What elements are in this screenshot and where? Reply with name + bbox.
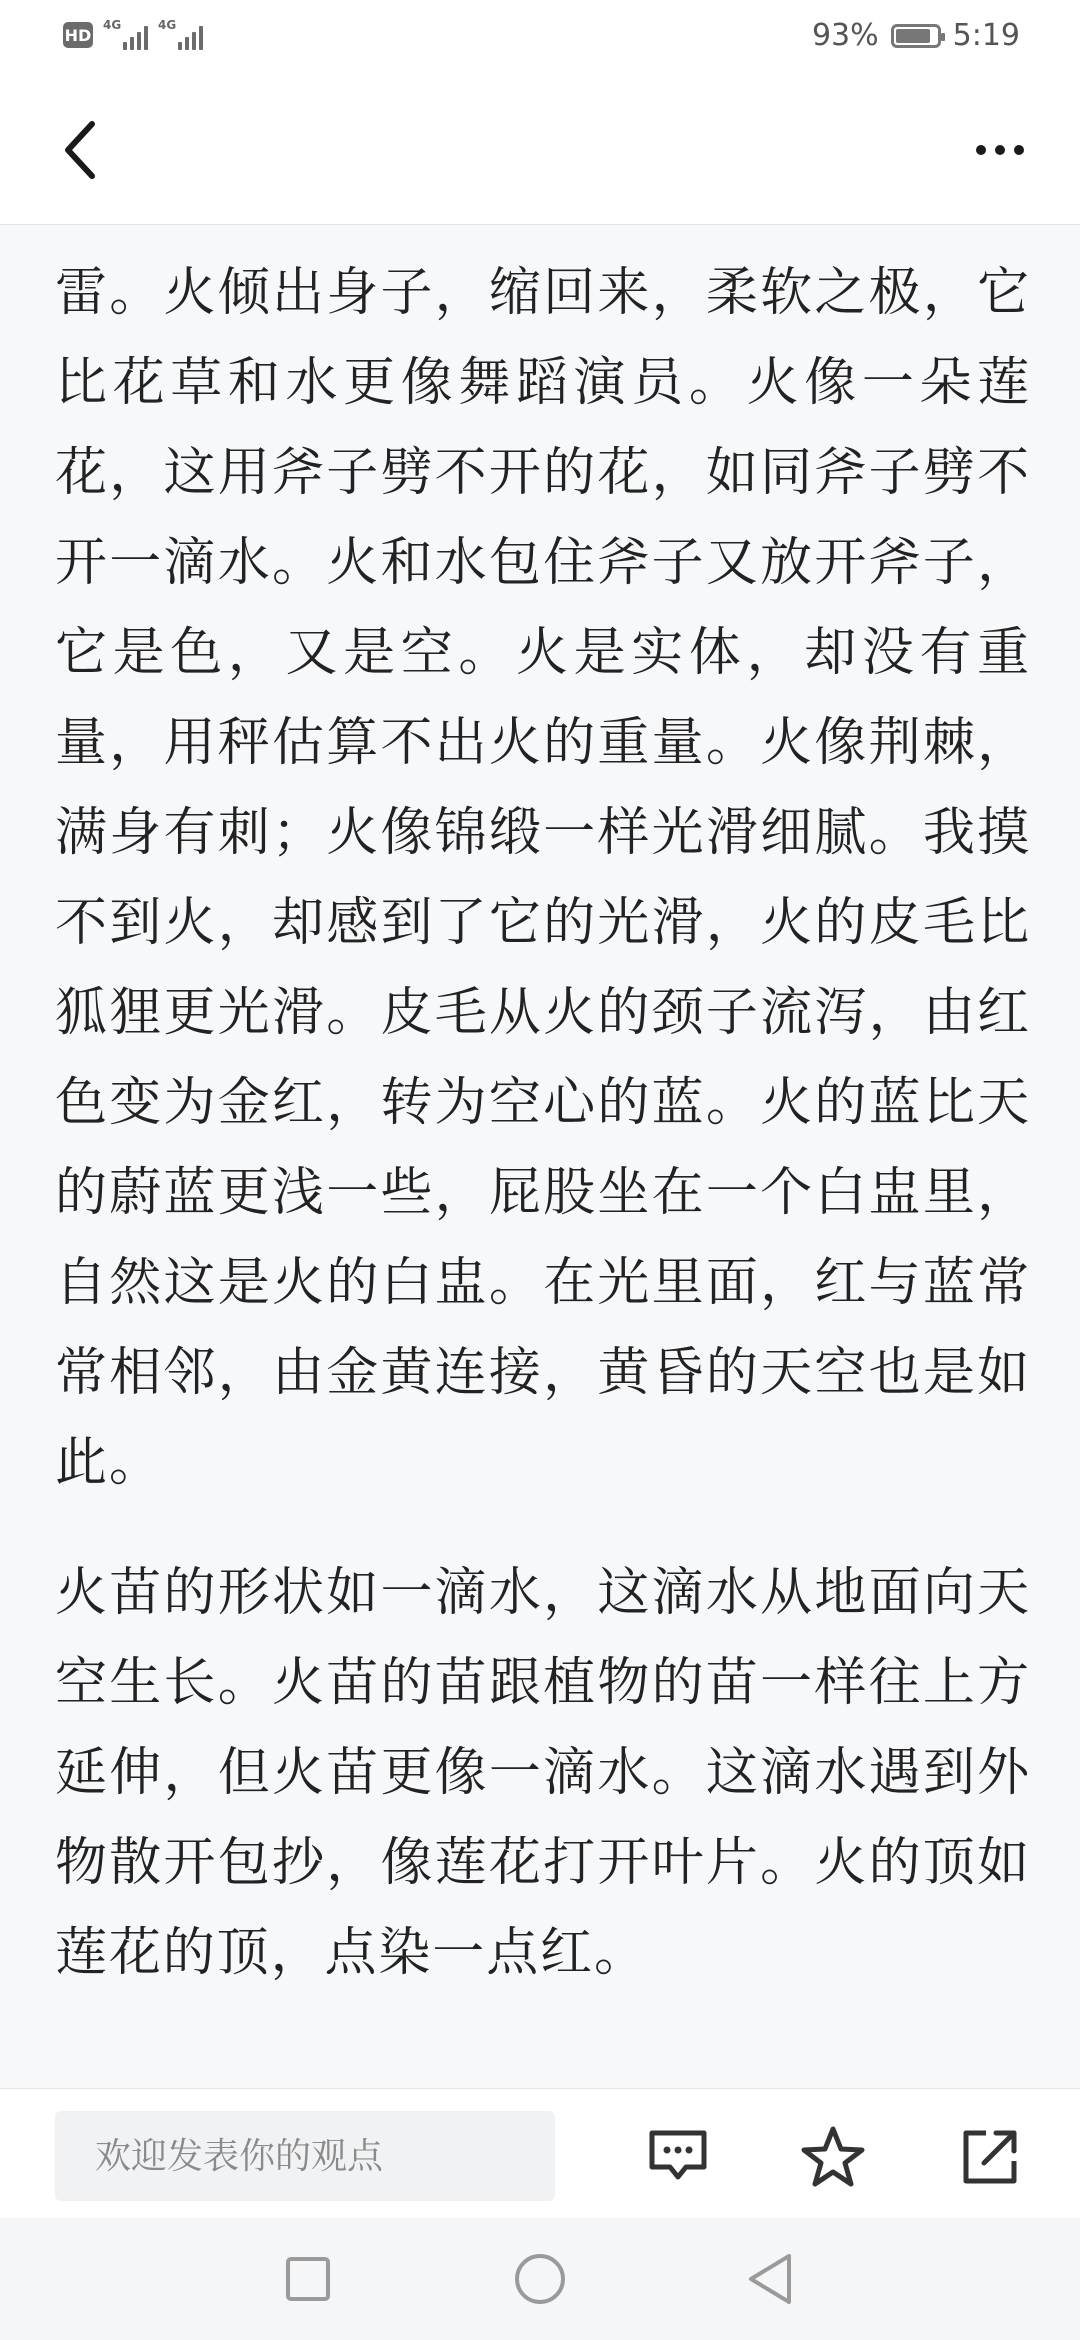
home-button[interactable] — [505, 2244, 575, 2314]
chevron-left-icon — [60, 118, 100, 182]
comment-input[interactable] — [55, 2111, 555, 2201]
comment-button[interactable] — [638, 2119, 718, 2195]
sim1-signal-icon: 4G — [103, 20, 148, 50]
article-paragraph: 火苗的形状如一滴水，这滴水从地面向天空生长。火苗的苗跟植物的苗一样往上方延伸，但火苗更像一滴水。这滴水遇到外物散开包抄，像莲花打开叶片。火的顶如莲花的顶，点染一点红。 — [55, 1563, 1031, 1983]
battery-percent: 93% — [811, 18, 879, 53]
status-bar — [0, 0, 1080, 75]
star-icon — [799, 2124, 867, 2190]
battery-icon — [891, 24, 941, 48]
clock: 5:19 — [952, 18, 1020, 53]
article-body[interactable] — [0, 226, 1080, 2088]
recent-apps-button[interactable] — [273, 2244, 343, 2314]
sim2-signal-icon: 4G — [158, 20, 203, 50]
bottom-action-bar — [0, 2088, 1080, 2218]
favorite-button[interactable] — [793, 2119, 873, 2195]
home-icon — [513, 2252, 567, 2306]
more-horizontal-icon — [976, 145, 986, 155]
status-right — [812, 18, 1020, 53]
share-icon — [958, 2125, 1022, 2189]
system-back-button[interactable] — [735, 2244, 805, 2314]
top-app-bar — [0, 75, 1080, 225]
share-button[interactable] — [950, 2119, 1030, 2195]
system-navigation-bar — [0, 2218, 1080, 2340]
back-triangle-icon — [745, 2252, 795, 2306]
article-paragraph: 雷。火倾出身子，缩回来，柔软之极，它比花草和水更像舞蹈演员。火像一朵莲花，这用斧子劈不开的花，如同斧子劈不开一滴水。火和水包住斧子又放开斧子，它是色，又是空。火是实体，却没有重量，用秤估算不出火的重量。火像荆棘，满身有刺；火像锦缎一样光滑细腻。我摸不到火，却感到了它的光滑，火的皮毛比狐狸更光滑。皮毛从火的颈子流泻，由红色变为金红，转为空心的蓝。火的蓝比天的蔚蓝更浅一些，屁股坐在一个白盅里，自然这是火的白盅。在光里面，红与蓝常常相邻，由金黄连接，黄昏的天空也是如此。 — [55, 263, 1031, 1493]
article-content — [55, 248, 1031, 2038]
status-indicators — [63, 20, 203, 50]
battery-level-fill — [896, 29, 930, 43]
hd-badge: HD — [63, 22, 93, 48]
recent-apps-icon — [284, 2255, 332, 2303]
more-options-button[interactable] — [960, 115, 1040, 185]
comment-icon — [646, 2127, 710, 2187]
back-button[interactable] — [50, 105, 110, 195]
